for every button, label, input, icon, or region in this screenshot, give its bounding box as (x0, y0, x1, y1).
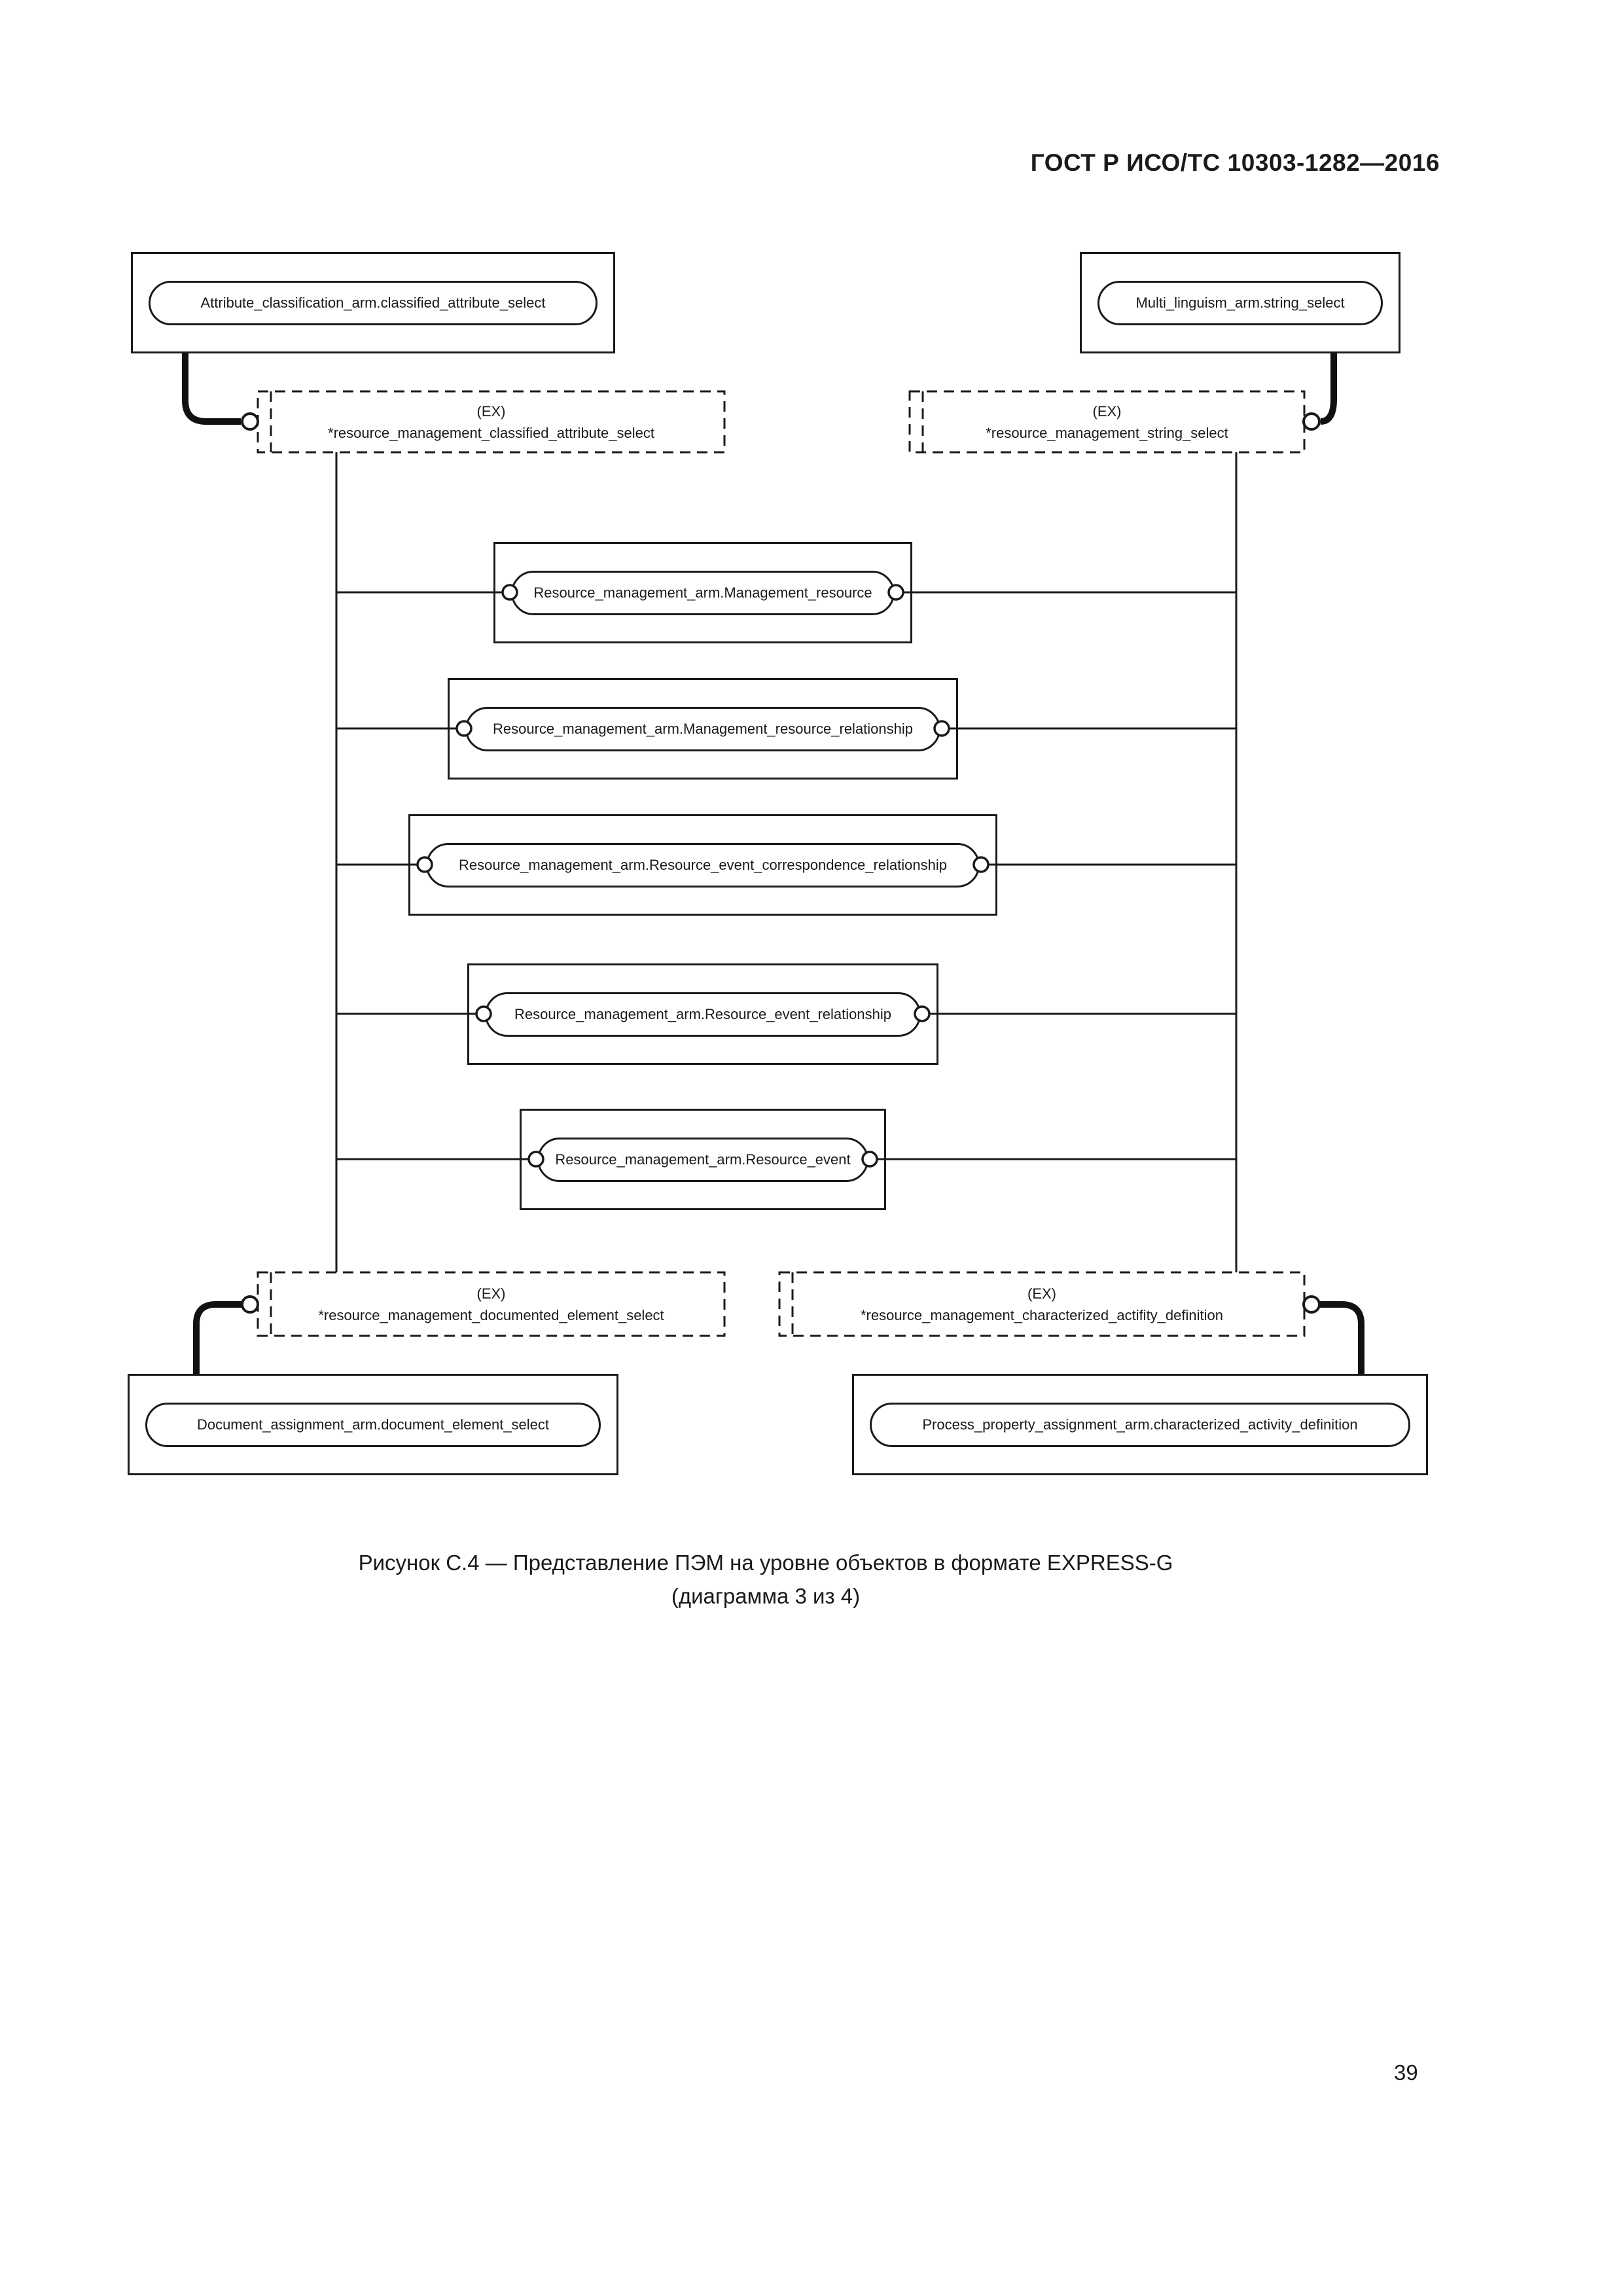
page-ref-document-assignment (128, 1374, 618, 1475)
entity-management-resource (493, 542, 912, 643)
select-string (910, 391, 1304, 452)
page-ref-multi-linguism-label: Multi_linguism_arm.string_select (1097, 281, 1383, 325)
entity-resource-event (520, 1109, 886, 1210)
figure-caption-line1: Рисунок С.4 — Представление ПЭМ на уровне объектов в формате EXPRESS-G (358, 1551, 1173, 1575)
page-ref-multi-linguism (1080, 252, 1400, 353)
page-ref-attribute-classification (131, 252, 615, 353)
select-characterized-activity-ex: (EX) (1027, 1285, 1056, 1302)
select-string-ex: (EX) (1092, 403, 1122, 420)
select-documented-element-label: *resource_management_documented_element_select (318, 1306, 664, 1323)
select-string-label: *resource_management_string_select (986, 424, 1228, 441)
entity-resource-event-label: Resource_management_arm.Resource_event (537, 1138, 868, 1182)
select-documented-element-ex: (EX) (476, 1285, 506, 1302)
figure-caption (46, 1546, 1486, 1613)
entity-management-resource-relationship (448, 678, 958, 780)
select-classified-attribute (258, 391, 724, 452)
entity-resource-event-relationship (467, 963, 938, 1065)
page-ref-process-property-assignment-label: Process_property_assignment_arm.characterized_activity_definition (870, 1403, 1410, 1447)
figure-caption-line2: (диаграмма 3 из 4) (671, 1584, 861, 1609)
page-ref-process-property-assignment (852, 1374, 1428, 1475)
page-ref-document-assignment-label: Document_assignment_arm.document_element_select (145, 1403, 601, 1447)
select-characterized-activity-label: *resource_management_characterized_actifity_definition (861, 1306, 1223, 1323)
page-number: 39 (1394, 2060, 1418, 2085)
entity-resource-event-correspondence-relationship-label: Resource_management_arm.Resource_event_correspondence_relationship (426, 843, 980, 888)
select-characterized-activity (779, 1272, 1304, 1336)
entity-resource-event-correspondence-relationship (408, 814, 997, 916)
select-documented-element (258, 1272, 724, 1336)
standard-header: ГОСТ Р ИСО/ТС 10303-1282—2016 (1030, 149, 1440, 176)
entity-management-resource-label: Resource_management_arm.Management_resource (511, 571, 895, 615)
entity-management-resource-relationship-label: Resource_management_arm.Management_resource_relationship (465, 707, 940, 751)
page-ref-attribute-classification-label: Attribute_classification_arm.classified_attribute_select (149, 281, 597, 325)
select-classified-attribute-label: *resource_management_classified_attribute_select (328, 424, 654, 441)
entity-resource-event-relationship-label: Resource_management_arm.Resource_event_relationship (485, 992, 921, 1037)
select-classified-attribute-ex: (EX) (476, 403, 506, 420)
